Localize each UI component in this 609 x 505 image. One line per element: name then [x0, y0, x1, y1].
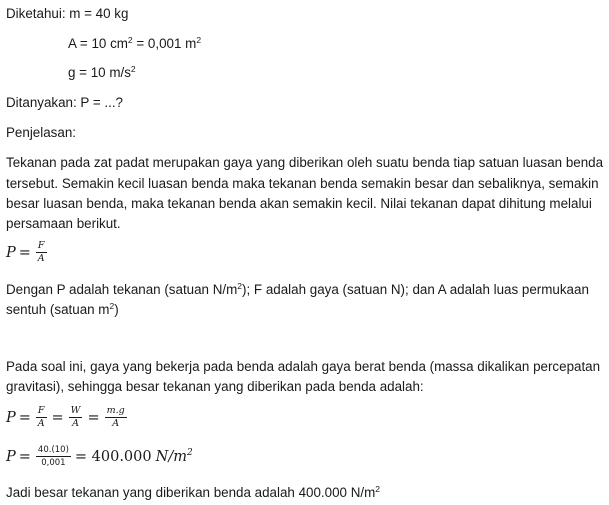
definition-line: Dengan P adalah tekanan (satuan $N/m^2$); F adalah gaya (satuan N); dan A adalah luas permukaan [6, 281, 589, 297]
paragraph2-line: gravitasi), sehingga besar tekanan yang diberikan pada benda adalah: [6, 379, 424, 394]
paragraph1-line: Tekanan pada zat padat merupakan gaya yang diberikan oleh suatu benda tiap satuan luasan benda [6, 155, 604, 170]
fraction-f-over-a [36, 406, 47, 429]
formula-pressure-result [6, 445, 193, 468]
fraction-numerator: W [70, 405, 81, 416]
asked-line: Ditanyakan: P = ...? [6, 95, 123, 110]
fraction-numerator: 40.(10) [37, 445, 69, 455]
fraction-mg-over-a [105, 406, 127, 429]
formula-equals: = [87, 409, 100, 426]
fraction-denominator: A [112, 418, 120, 429]
formula-equals: = [18, 244, 31, 261]
known-gravity: g = 10 $m/s^2$ [68, 64, 136, 80]
fraction-denominator: A [72, 418, 79, 429]
explanation-heading: Penjelasan: [6, 125, 76, 140]
fraction-numerator: m.g [106, 405, 125, 416]
paragraph1-line: besar luasan benda, maka tekanan benda akan semakin kecil. Nilai tekanan dapat dihitung melalui [6, 196, 592, 211]
fraction-denominator: 0,001 [41, 458, 66, 468]
conclusion-line: Jadi besar tekanan yang diberikan benda adalah 400.000 $N/m^2$ [6, 484, 380, 500]
formula-unit: $N/m^2$ [155, 447, 193, 465]
fraction-denominator: A [37, 418, 45, 429]
paragraph1-line: persamaan berikut. [6, 216, 121, 231]
fraction-f-over-a [36, 241, 47, 264]
definition-line: sentuh (satuan $m^2$) [6, 301, 119, 317]
fraction-denominator: A [37, 253, 45, 264]
formula-pressure-definition [6, 241, 49, 264]
paragraph1-line: tersebut. Semakin kecil luasan benda maka tekanan benda semakin besar dan sebaliknya, semakin [6, 176, 599, 191]
fraction-w-over-a [69, 406, 83, 429]
formula-equals: = [18, 409, 31, 426]
formula-result: = 400.000 [74, 448, 152, 465]
formula-pressure-weight [6, 406, 129, 429]
fraction-numerator: F [37, 405, 45, 416]
known-area: A = 10 $cm^2 = 0,001$ $m^2$ [68, 35, 202, 51]
paragraph2-line: Pada soal ini, gaya yang bekerja pada benda adalah gaya berat benda (massa dikalikan percepatan [6, 359, 601, 374]
fraction-numerator: F [37, 240, 45, 251]
formula-equals: = [51, 409, 64, 426]
formula-lhs: P [6, 409, 16, 426]
formula-lhs: P [6, 448, 16, 465]
known-mass: Diketahui: m = 40 kg [6, 6, 129, 21]
formula-equals: = [18, 448, 31, 465]
formula-lhs: P [6, 244, 16, 261]
fraction-numeric [36, 445, 71, 468]
